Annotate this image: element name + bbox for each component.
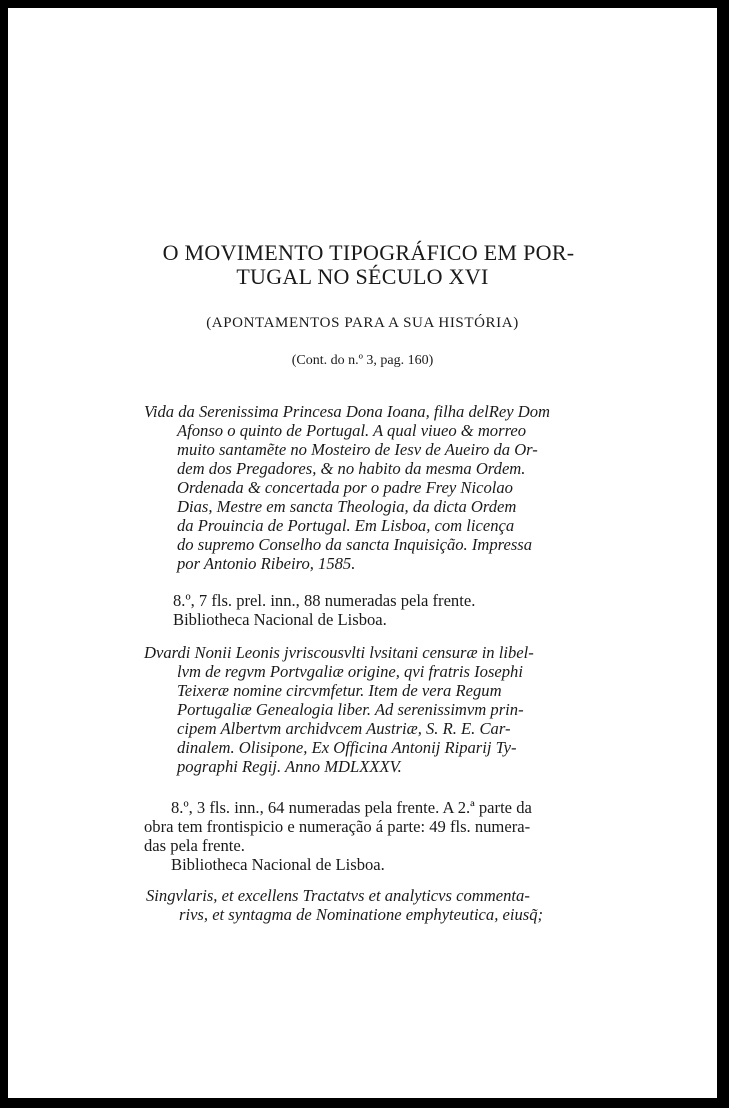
- entry-line: Afonso o quinto de Portugal. A qual viueo & morreo: [177, 421, 527, 440]
- note-line: 8.º, 3 fls. inn., 64 numeradas pela frente. A 2.ª parte da: [171, 798, 532, 817]
- entry-line: por Antonio Ribeiro, 1585.: [177, 554, 356, 573]
- bibliography-entry-3: [146, 886, 543, 924]
- note-line: das pela frente.: [144, 836, 245, 855]
- entry-line: da Prouincia de Portugal. Em Lisboa, com licença: [177, 516, 515, 535]
- entry-line: cipem Albertvm archidvcem Austriæ, S. R. E. Car-: [177, 719, 511, 738]
- note-line: 8.º, 7 fls. prel. inn., 88 numeradas pela frente.: [173, 591, 476, 610]
- entry-line: Singvlaris, et excellens Tractatvs et analyticvs commenta-: [146, 886, 530, 905]
- entry-line: Portugaliæ Genealogia liber. Ad serenissimvm prin-: [177, 700, 524, 719]
- entry-line: dinalem. Olisipone, Ex Officina Antonij Riparij Ty-: [177, 738, 517, 757]
- entry-line: lvm de regvm Portvgaliæ origine, qvi fratris Iosephi: [177, 662, 523, 681]
- chapter-title-line-1: O MOVIMENTO TIPOGRÁFICO EM POR-: [162, 240, 575, 265]
- note-line: obra tem frontispicio e numeração á parte: 49 fls. numera-: [144, 817, 531, 836]
- entry-line: muito santamẽte no Mosteiro de Iesv de Aueiro da Or-: [177, 440, 538, 459]
- entry-line: Teixeræ nomine circvmfetur. Item de vera Regum: [177, 681, 502, 700]
- bibliography-entry-2: [144, 643, 534, 776]
- entry-line: do supremo Conselho da sancta Inquisição. Impressa: [177, 535, 533, 554]
- bibliography-entry-1: [144, 402, 550, 573]
- entry-line: dem dos Pregadores, & no habito da mesma Ordem.: [177, 459, 526, 478]
- chapter-subtitle: (APONTAMENTOS PARA A SUA HISTÓRIA): [206, 315, 519, 331]
- book-page: [8, 8, 717, 1098]
- entry-line: Ordenada & concertada por o padre Frey Nicolao: [177, 478, 513, 497]
- note-line: Bibliotheca Nacional de Lisboa.: [173, 610, 387, 629]
- entry-2-notes: [144, 798, 532, 874]
- entry-line: Vida da Serenissima Princesa Dona Ioana, filha delRey Dom: [144, 402, 551, 421]
- entry-1-notes: [173, 591, 475, 629]
- chapter-title-line-2: TUGAL NO SÉCULO XVI: [236, 264, 489, 289]
- continuation-note: (Cont. do n.º 3, pag. 160): [291, 353, 434, 368]
- entry-line: Dvardi Nonii Leonis jvriscousvlti lvsitani censuræ in libel-: [144, 643, 534, 662]
- entry-line: pographi Regij. Anno MDLXXXV.: [177, 757, 402, 776]
- note-line: Bibliotheca Nacional de Lisboa.: [171, 855, 385, 874]
- entry-line: rivs, et syntagma de Nominatione emphyteutica, eiusq̃;: [179, 905, 544, 924]
- entry-line: Dias, Mestre em sancta Theologia, da dicta Ordem: [177, 497, 517, 516]
